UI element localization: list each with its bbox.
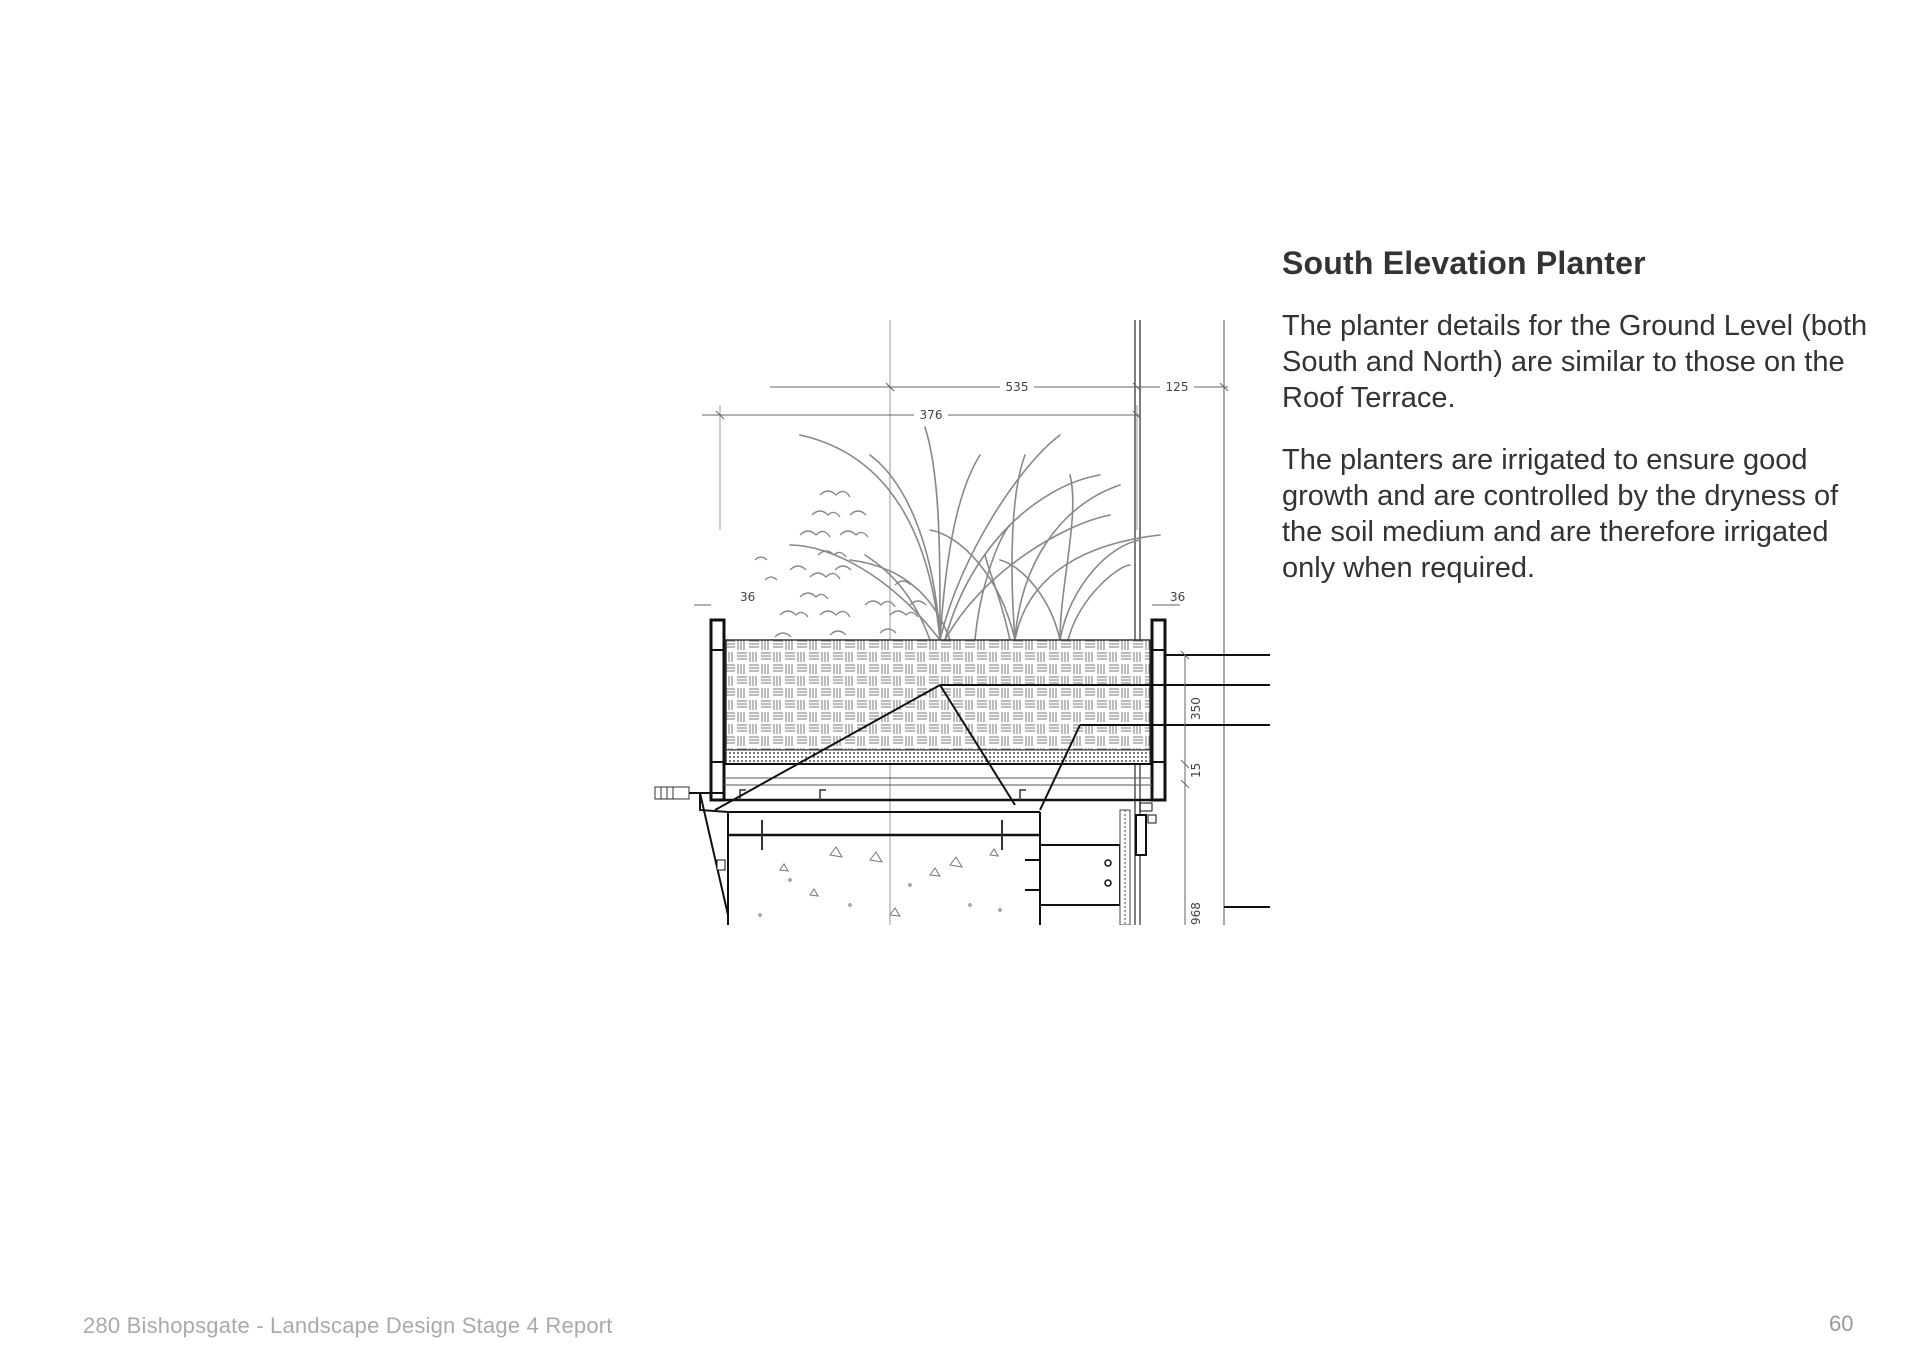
page-title: South Elevation Planter bbox=[1282, 245, 1646, 281]
page-number: 60 bbox=[1829, 1311, 1854, 1336]
dim-label-soil-depth: 350 bbox=[1189, 697, 1203, 720]
dimension-top-a bbox=[770, 379, 1141, 394]
paragraph-planter-details: The planter details for the Ground Level (both South and North) are similar to those on the Roof Terrace. bbox=[1282, 310, 1868, 414]
description-panel bbox=[1282, 245, 1882, 612]
footer-document-title: 280 Bishopsgate - Landscape Design Stage 4 Report bbox=[83, 1313, 613, 1338]
dim-label-right-wall: 36 bbox=[1170, 590, 1186, 604]
planting-shrubs bbox=[755, 491, 926, 637]
dimension-top-c bbox=[702, 407, 1141, 422]
dim-label-left-wall: 36 bbox=[740, 590, 756, 604]
dim-label-drainage: 15 bbox=[1189, 762, 1203, 778]
dimension-top-b bbox=[1137, 379, 1228, 394]
planter-section-drawing bbox=[640, 315, 1280, 925]
planting-grasses bbox=[790, 427, 1160, 640]
paragraph-irrigation: The planters are irrigated to ensure good growth and are controlled by the dryness of the soil medium and are therefore irrigated only when required. bbox=[1282, 444, 1839, 584]
dim-label-lower: 968 bbox=[1189, 902, 1203, 925]
dim-label-top-c: 376 bbox=[919, 408, 943, 422]
dim-label-top-a: 535 bbox=[1005, 380, 1029, 394]
dim-label-top-b: 125 bbox=[1165, 380, 1189, 394]
